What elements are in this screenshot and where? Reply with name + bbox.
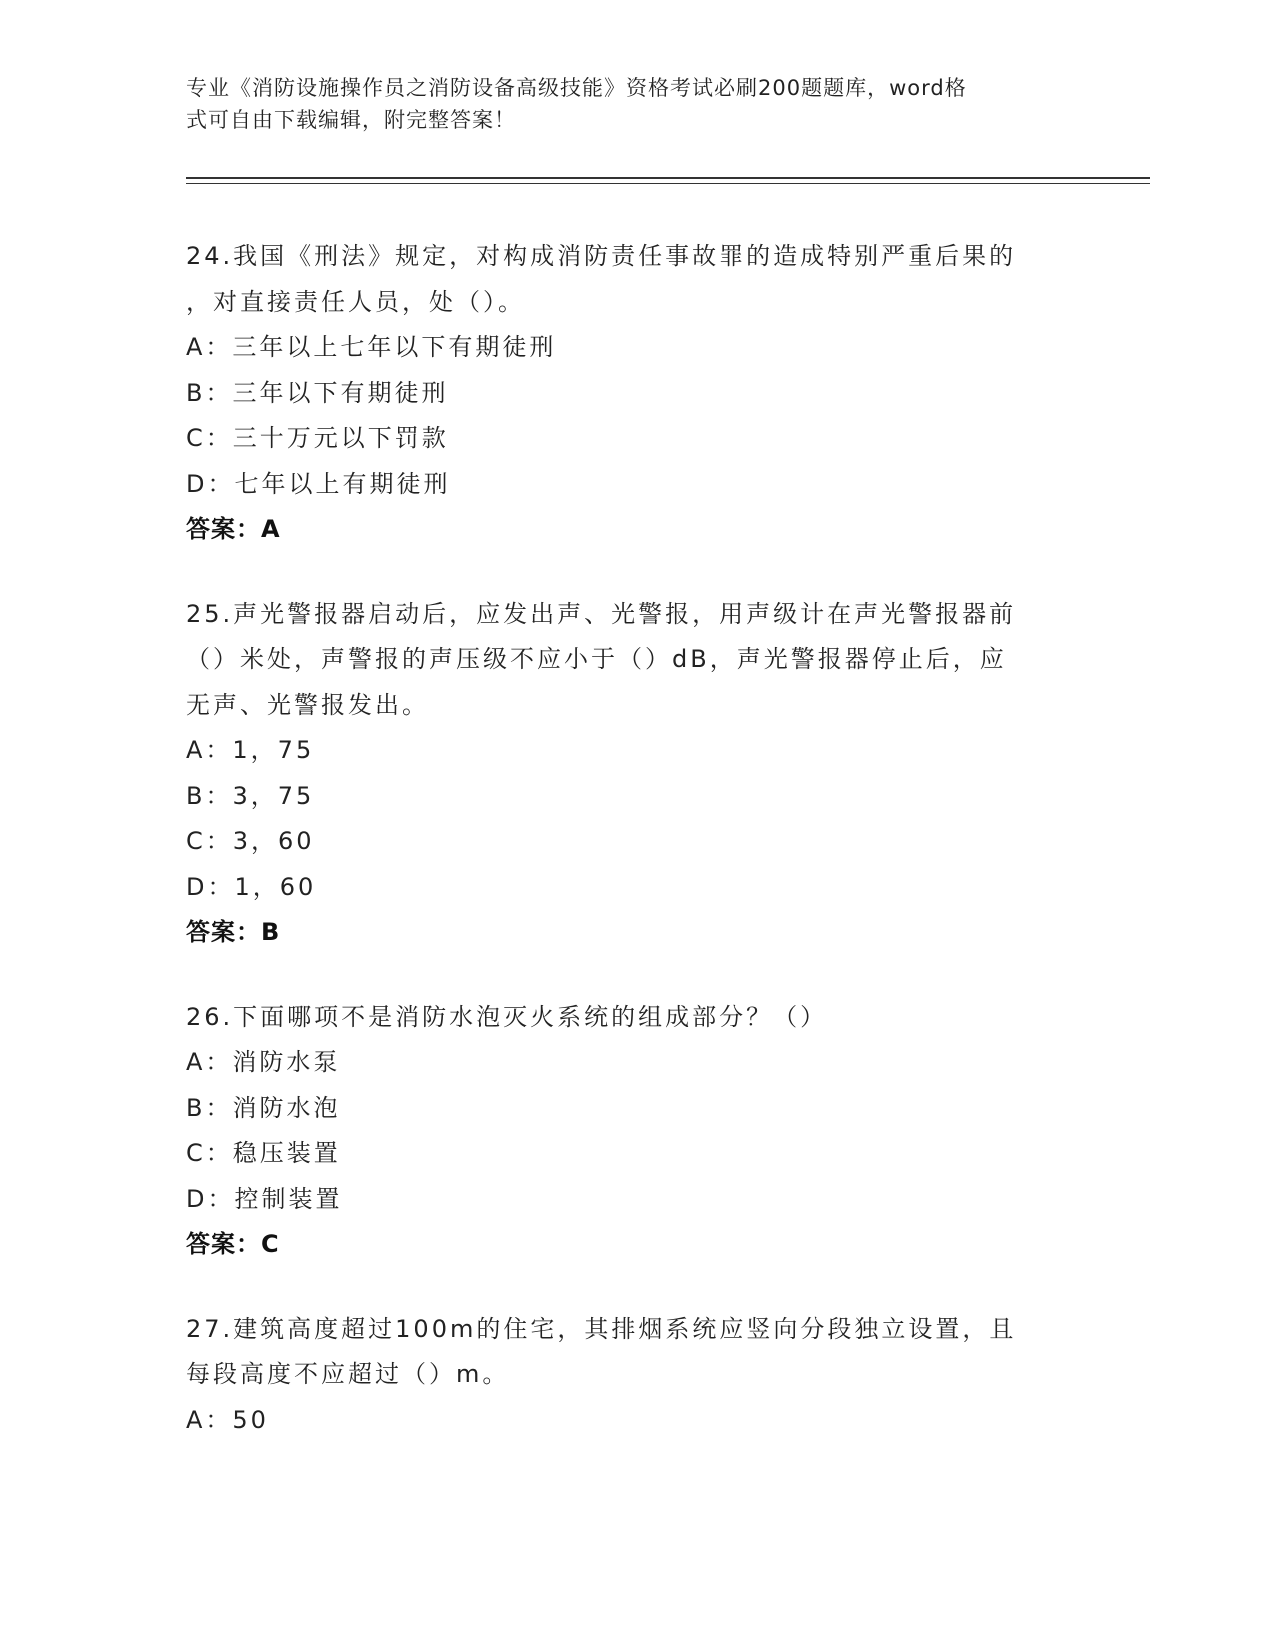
option-a: A：1，75: [186, 736, 315, 764]
option-b: B：三年以下有期徒刑: [186, 378, 449, 407]
question-stem-line: ，对直接责任人员，处（）。: [186, 287, 525, 316]
question-stem-line: 26.下面哪项不是消防水泡灭火系统的组成部分？（）: [186, 1002, 828, 1031]
question-26: [186, 995, 1086, 1268]
option-c: C：3，60: [186, 827, 315, 855]
question-stem-line: （）米处，声警报的声压级不应小于（）dB，声光警报器停止后，应: [186, 645, 1007, 673]
question-24: [186, 234, 1086, 553]
question-27: [186, 1307, 1086, 1444]
option-b: B：消防水泡: [186, 1093, 341, 1122]
answer-label: 答案：B: [186, 918, 281, 946]
question-list: [186, 234, 1086, 1482]
option-c: C：三十万元以下罚款: [186, 424, 449, 452]
option-d: D：七年以上有期徒刑: [186, 469, 451, 498]
header-line-2: 式可自由下载编辑，附完整答案！: [186, 108, 516, 132]
option-a: A：三年以上七年以下有期徒刑: [186, 333, 557, 361]
header-line-1: 专业《消防设施操作员之消防设备高级技能》资格考试必刷200题题库，word格: [186, 76, 967, 100]
option-d: D：1，60: [186, 872, 317, 901]
option-a: A：50: [186, 1405, 269, 1434]
answer-label: 答案：A: [186, 515, 281, 543]
document-header: [186, 72, 1066, 136]
option-c: C：稳压装置: [186, 1139, 341, 1167]
question-stem-line: 每段高度不应超过（）m。: [186, 1360, 510, 1388]
option-a: A：消防水泵: [186, 1048, 341, 1076]
question-stem-line: 27.建筑高度超过100m的住宅，其排烟系统应竖向分段独立设置，且: [186, 1314, 1017, 1343]
question-stem-line: 24.我国《刑法》规定，对构成消防责任事故罪的造成特别严重后果的: [186, 242, 1017, 270]
header-divider-bottom: [186, 183, 1150, 184]
answer-label: 答案：C: [186, 1230, 280, 1258]
question-stem-line: 25.声光警报器启动后，应发出声、光警报，用声级计在声光警报器前: [186, 599, 1017, 628]
question-stem-line: 无声、光警报发出。: [186, 690, 429, 719]
option-d: D：控制装置: [186, 1184, 343, 1213]
option-b: B：3，75: [186, 781, 315, 810]
header-divider-top: [186, 177, 1150, 179]
question-25: [186, 592, 1086, 956]
